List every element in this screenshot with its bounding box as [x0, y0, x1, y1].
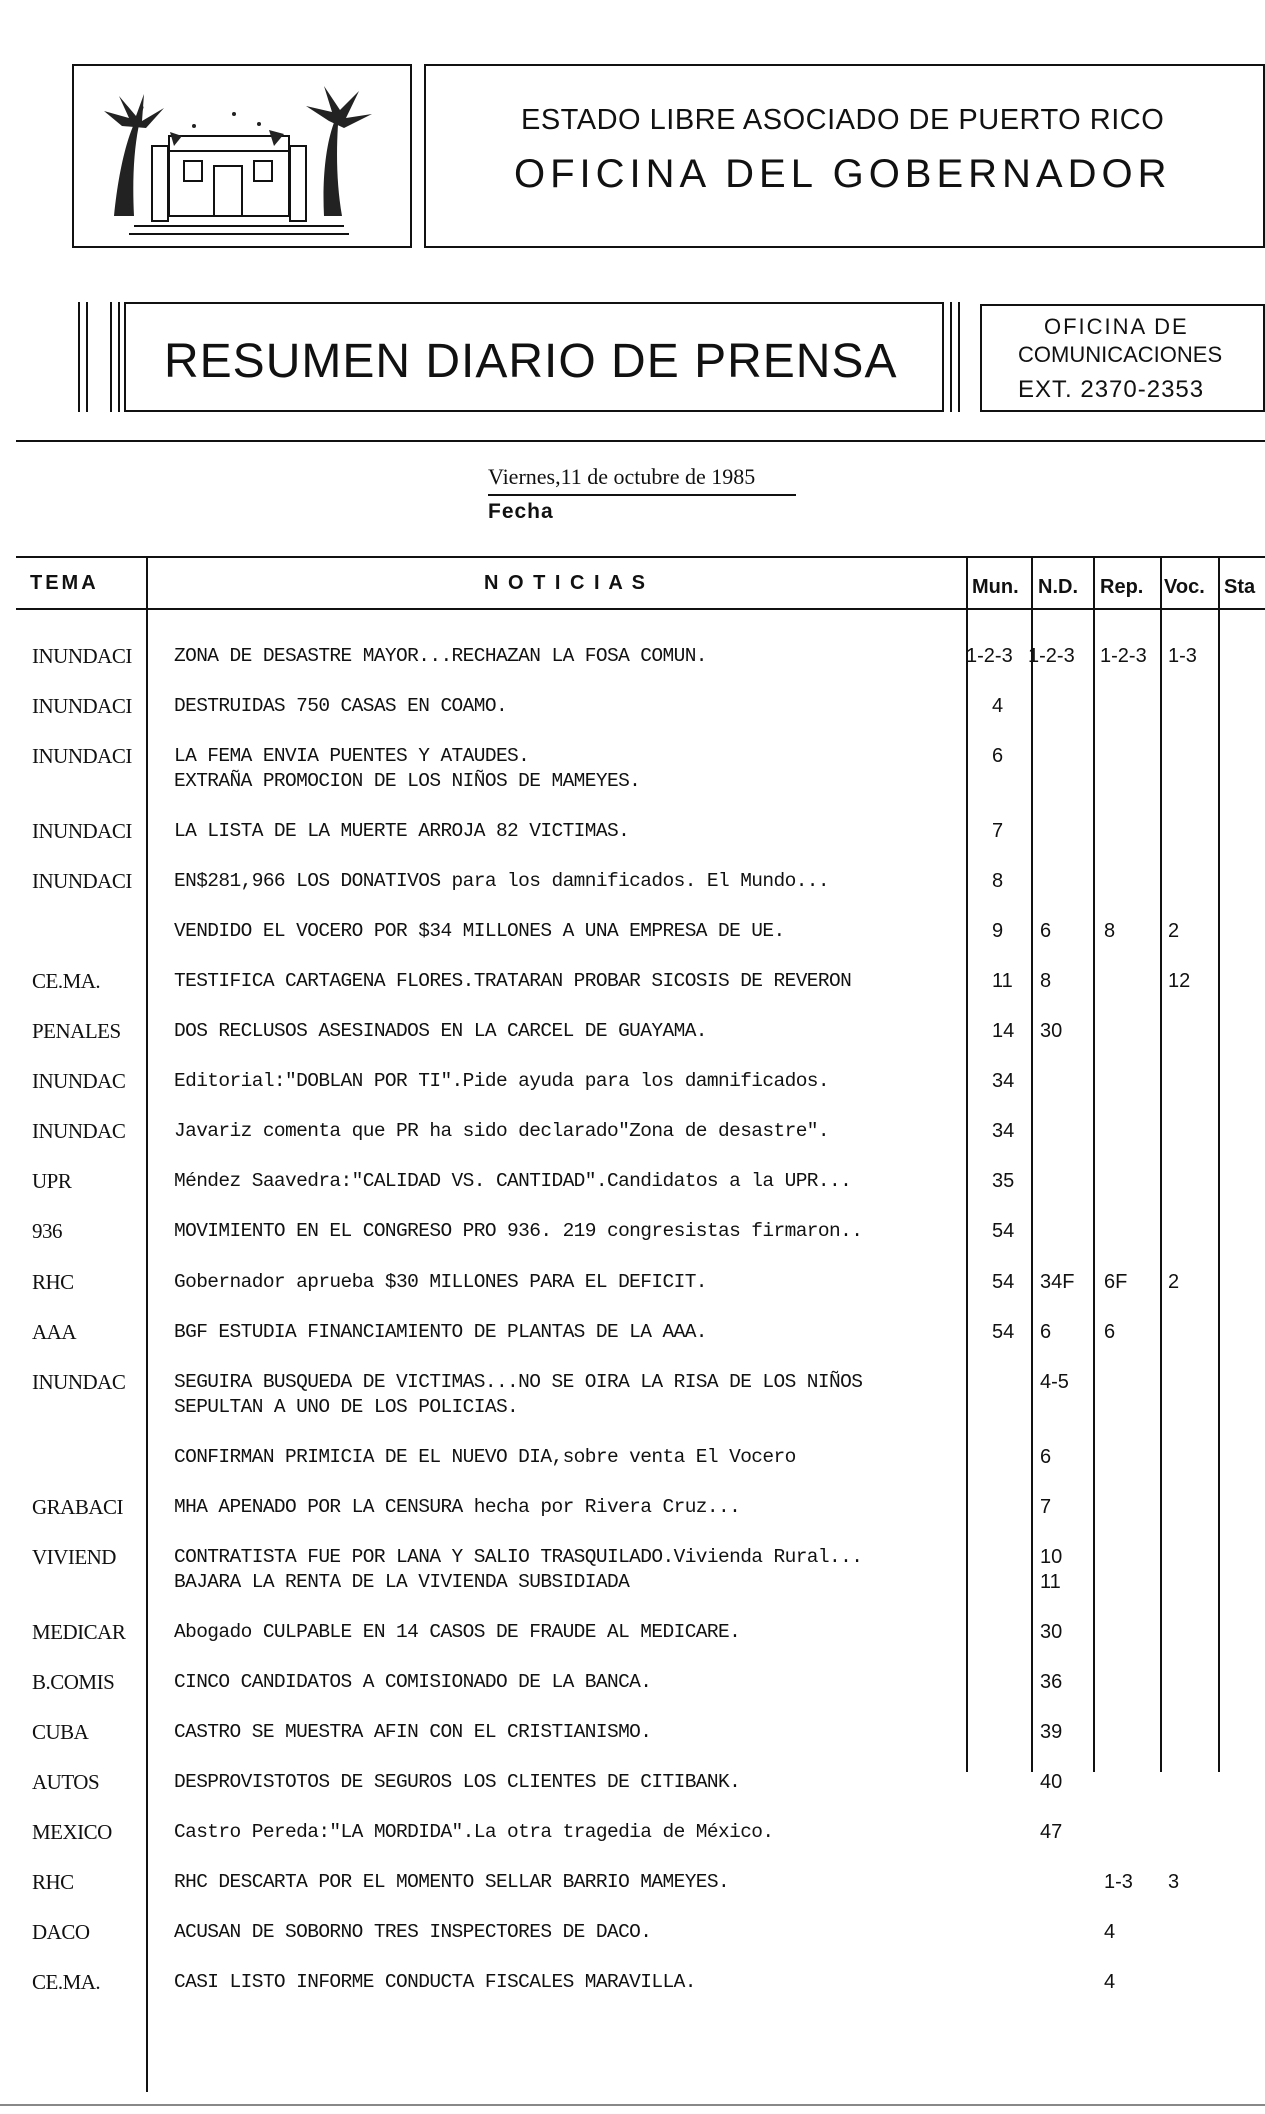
row-tema: VIVIEND [32, 1545, 116, 1569]
banner-rule-left-3 [110, 302, 112, 412]
row-headline: MOVIMIENTO EN EL CONGRESO PRO 936. 219 congresistas firmaron.. [174, 1220, 863, 1242]
row-tema: AAA [32, 1320, 76, 1344]
row-nd-page: 7 [1040, 1496, 1052, 1518]
row-nd-page: 8 [1040, 970, 1052, 992]
col-header-rep: Rep. [1100, 576, 1144, 598]
row-headline: EXTRAÑA PROMOCION DE LOS NIÑOS DE MAMEYES. [174, 770, 641, 792]
page-title: RESUMEN DIARIO DE PRENSA [164, 335, 898, 388]
comms-box [980, 304, 1265, 412]
row-headline: Abogado CULPABLE EN 14 CASOS DE FRAUDE AL MEDICARE. [174, 1621, 741, 1643]
col-divider-rep [1160, 556, 1162, 1772]
logo-box [72, 64, 412, 248]
row-tema: AUTOS [32, 1770, 100, 1794]
row-tema: 936 [32, 1219, 62, 1243]
row-tema: INUNDACI [32, 644, 132, 668]
row-voc-page: 3 [1168, 1871, 1180, 1893]
comms-line1: OFICINA DE [1044, 314, 1189, 339]
row-headline: Editorial:"DOBLAN POR TI".Pide ayuda para los damnificados. [174, 1070, 830, 1092]
row-nd-page: 6 [1040, 1321, 1052, 1343]
banner-rule-right-1 [950, 302, 952, 412]
row-mun-page: 11 [992, 970, 1013, 992]
row-headline: ACUSAN DE SOBORNO TRES INSPECTORES DE DACO. [174, 1921, 652, 1943]
row-mun-page: 6 [992, 745, 1004, 767]
col-divider-noticias [966, 556, 968, 1772]
row-headline: Gobernador aprueba $30 MILLONES PARA EL DEFICIT. [174, 1271, 707, 1293]
banner-rule-right-2 [958, 302, 960, 412]
row-nd-page: 30 [1040, 1020, 1063, 1042]
row-tema: INUNDACI [32, 694, 132, 718]
office-title-box [424, 64, 1265, 248]
row-mun-page: 14 [992, 1020, 1015, 1042]
comms-ext: EXT. 2370-2353 [1018, 376, 1205, 403]
row-headline: CONFIRMAN PRIMICIA DE EL NUEVO DIA,sobre venta El Vocero [174, 1446, 796, 1468]
header-divider [16, 440, 1265, 442]
col-divider-nd [1093, 556, 1095, 1772]
date-value: Viernes,11 de octubre de 1985 [488, 464, 756, 489]
state-name: ESTADO LIBRE ASOCIADO DE PUERTO RICO [521, 104, 1165, 136]
row-headline: LA LISTA DE LA MUERTE ARROJA 82 VICTIMAS. [174, 820, 630, 842]
banner-rule-left-4 [118, 302, 120, 412]
row-mun-page: 34 [992, 1120, 1015, 1142]
row-voc-page: 2 [1168, 920, 1180, 942]
row-mun-page: 54 [992, 1321, 1015, 1343]
row-rep-page: 1-3 [1104, 1871, 1133, 1893]
row-tema: PENALES [32, 1019, 121, 1043]
row-headline: Castro Pereda:"LA MORDIDA".La otra tragedia de México. [174, 1821, 774, 1843]
row-nd-page: 47 [1040, 1821, 1063, 1843]
row-nd-page: 39 [1040, 1721, 1063, 1743]
row-tema: INUNDAC [32, 1370, 126, 1394]
row-nd-page: 40 [1040, 1771, 1063, 1793]
row-mun-page: 9 [992, 920, 1004, 942]
row-tema: INUNDAC [32, 1069, 126, 1093]
row-mun-page: 54 [992, 1220, 1015, 1242]
row-tema: B.COMIS [32, 1670, 115, 1694]
title-banner [124, 302, 944, 412]
row-mun-page: 35 [992, 1170, 1015, 1192]
row-nd-page: 34F [1040, 1271, 1075, 1293]
table-top-rule [16, 556, 1265, 558]
row-rep-page: 6 [1104, 1321, 1116, 1343]
banner-rule-left-1 [78, 302, 80, 412]
banner-rule-left-2 [86, 302, 88, 412]
row-headline: CASTRO SE MUESTRA AFIN CON EL CRISTIANISMO. [174, 1721, 652, 1743]
row-headline: CONTRATISTA FUE POR LANA Y SALIO TRASQUILADO.Vivienda Rural... [174, 1546, 863, 1568]
bottom-rule [0, 2104, 1265, 2106]
col-header-mun: Mun. [972, 576, 1019, 598]
row-nd-page: 10 [1040, 1546, 1063, 1568]
row-mun-page: 54 [992, 1271, 1015, 1293]
row-nd-page: 6 [1040, 920, 1052, 942]
row-tema: RHC [32, 1870, 74, 1894]
row-mun-page: 7 [992, 820, 1004, 842]
row-tema: INUNDACI [32, 744, 132, 768]
col-divider-tema [146, 556, 148, 2092]
row-tema: INUNDACI [32, 869, 132, 893]
row-headline: CINCO CANDIDATOS A COMISIONADO DE LA BANCA. [174, 1671, 652, 1693]
row-voc-page: 12 [1168, 970, 1191, 992]
table-header-rule [16, 608, 1265, 610]
row-rep-page: 4 [1104, 1921, 1116, 1943]
row-headline: Méndez Saavedra:"CALIDAD VS. CANTIDAD".Candidatos a la UPR... [174, 1170, 852, 1192]
row-tema: GRABACI [32, 1495, 124, 1519]
row-tema: INUNDACI [32, 819, 132, 843]
row-headline: BAJARA LA RENTA DE LA VIVIENDA SUBSIDIADA [174, 1571, 630, 1593]
row-nd-page: 1-2-3 [1028, 645, 1075, 667]
row-headline: DESPROVISTOTOS DE SEGUROS LOS CLIENTES DE CITIBANK. [174, 1771, 741, 1793]
row-headline: ZONA DE DESASTRE MAYOR...RECHAZAN LA FOSA COMUN. [174, 645, 707, 667]
row-headline: CASI LISTO INFORME CONDUCTA FISCALES MARAVILLA. [174, 1971, 696, 1993]
date-label: Fecha [488, 500, 554, 523]
row-mun-page: 1-2-3 [966, 645, 1013, 667]
row-tema: MEXICO [32, 1820, 112, 1844]
row-headline: BGF ESTUDIA FINANCIAMIENTO DE PLANTAS DE LA AAA. [174, 1321, 707, 1343]
row-nd-page: 4-5 [1040, 1371, 1069, 1393]
row-rep-page: 8 [1104, 920, 1116, 942]
col-header-sta: Sta [1224, 576, 1256, 598]
row-headline: SEPULTAN A UNO DE LOS POLICIAS. [174, 1396, 519, 1418]
building-logo-icon [74, 66, 410, 246]
row-voc-page: 1-3 [1168, 645, 1197, 667]
row-headline: Javariz comenta que PR ha sido declarado"Zona de desastre". [174, 1120, 830, 1142]
comms-line2: COMUNICACIONES [1018, 342, 1223, 367]
row-rep-page: 1-2-3 [1100, 645, 1147, 667]
row-nd-page-2: 11 [1040, 1571, 1061, 1593]
row-voc-page: 2 [1168, 1271, 1180, 1293]
row-tema: UPR [32, 1169, 72, 1193]
row-tema: RHC [32, 1270, 74, 1294]
row-tema: DACO [32, 1920, 90, 1944]
office-name: OFICINA DEL GOBERNADOR [514, 152, 1172, 196]
row-headline: EN$281,966 LOS DONATIVOS para los damnificados. El Mundo... [174, 870, 830, 892]
date-underline [488, 494, 796, 496]
row-nd-page: 36 [1040, 1671, 1063, 1693]
row-headline: VENDIDO EL VOCERO POR $34 MILLONES A UNA EMPRESA DE UE. [174, 920, 785, 942]
row-mun-page: 34 [992, 1070, 1015, 1092]
row-tema: CE.MA. [32, 1970, 101, 1994]
row-mun-page: 4 [992, 695, 1004, 717]
row-rep-page: 4 [1104, 1971, 1116, 1993]
col-header-voc: Voc. [1164, 576, 1205, 598]
row-nd-page: 6 [1040, 1446, 1052, 1468]
col-divider-voc [1218, 556, 1220, 1772]
col-header-noticias: N O T I C I A S [484, 572, 647, 594]
row-headline: DESTRUIDAS 750 CASAS EN COAMO. [174, 695, 508, 717]
row-tema: CUBA [32, 1720, 89, 1744]
row-tema: CE.MA. [32, 969, 101, 993]
row-headline: SEGUIRA BUSQUEDA DE VICTIMAS...NO SE OIRA LA RISA DE LOS NIÑOS [174, 1371, 863, 1393]
col-divider-mun [1031, 556, 1033, 1772]
row-headline: MHA APENADO POR LA CENSURA hecha por Rivera Cruz... [174, 1496, 741, 1518]
row-headline: TESTIFICA CARTAGENA FLORES.TRATARAN PROBAR SICOSIS DE REVERON [174, 970, 852, 992]
row-headline: DOS RECLUSOS ASESINADOS EN LA CARCEL DE GUAYAMA. [174, 1020, 707, 1042]
row-mun-page: 8 [992, 870, 1004, 892]
row-tema: INUNDAC [32, 1119, 126, 1143]
row-tema: MEDICAR [32, 1620, 126, 1644]
row-nd-page: 30 [1040, 1621, 1063, 1643]
row-headline: RHC DESCARTA POR EL MOMENTO SELLAR BARRIO MAMEYES. [174, 1871, 730, 1893]
col-header-tema: TEMA [30, 572, 99, 594]
row-headline: LA FEMA ENVIA PUENTES Y ATAUDES. [174, 745, 530, 767]
col-header-nd: N.D. [1038, 576, 1078, 598]
row-rep-page: 6F [1104, 1271, 1128, 1293]
